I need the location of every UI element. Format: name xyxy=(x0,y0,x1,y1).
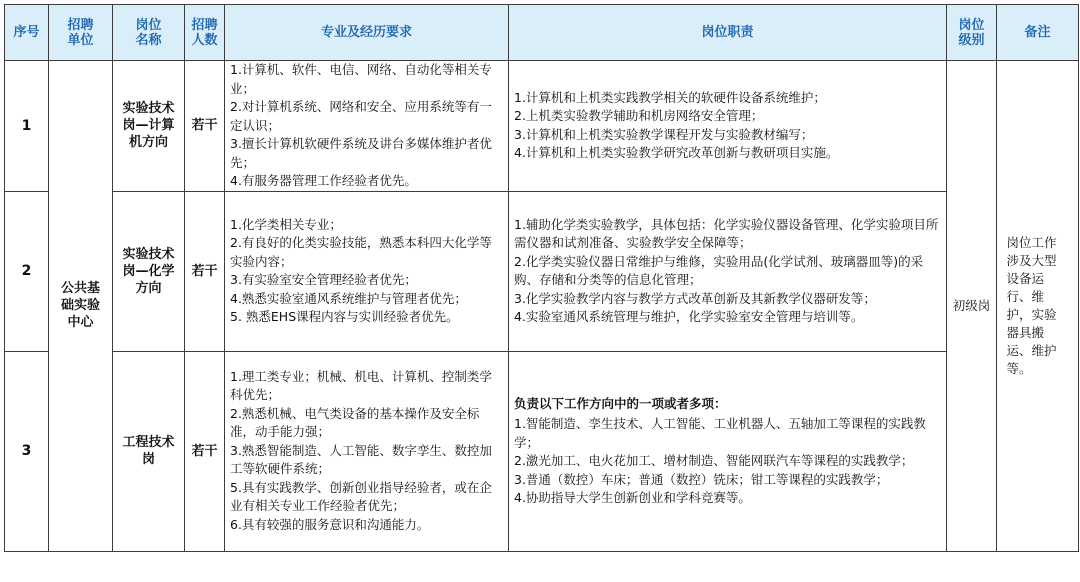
header-remark: 备注 xyxy=(997,5,1079,61)
requirement-item: 3.擅长计算机软硬件系统及讲台多媒体维护者优先； xyxy=(230,136,492,170)
headcount: 若干 xyxy=(185,191,225,351)
header-count-line-1: 招聘 xyxy=(191,17,218,33)
table-row xyxy=(5,61,1079,192)
table-row xyxy=(5,351,1079,551)
remark: 岗位工作涉及大型设备运行、维护，实验器具搬运、维护等。 xyxy=(1006,234,1057,376)
post-name: 工程技术岗 xyxy=(122,435,175,467)
header-level-line-2: 级别 xyxy=(958,32,985,48)
duty-item: 2.激光加工、电火花加工、增材制造、智能网联汽车等课程的实践教学； xyxy=(514,453,914,468)
duty-item: 2.上机类实验教学辅助和机房网络安全管理； xyxy=(514,108,764,124)
requirement-item: 5.具有实践教学、创新创业指导经验者，或在企业有相关专业工作经验者优先； xyxy=(230,479,492,514)
duties-cell xyxy=(509,191,947,351)
header-unit-line-1: 招聘 xyxy=(67,17,94,33)
duties-heading: 负责以下工作方向中的一项或者多项： xyxy=(514,395,727,411)
duty-item: 1.辅助化学类实验教学，具体包括：化学实验仪器设备管理、化学实验项目所需仪器和试剂准备、实验教学安全保障等； xyxy=(514,216,939,250)
recruiting-unit: 公共基础实验中心 xyxy=(60,281,100,331)
header-post-line-1: 岗位 xyxy=(135,17,162,33)
requirements-cell xyxy=(225,351,509,551)
header-seq: 序号 xyxy=(5,5,49,61)
requirement-item: 1.理工类专业；机械、机电、计算机、控制类学科优先； xyxy=(230,368,492,403)
table-row xyxy=(5,191,1079,351)
post-name: 实验技术岗—化学方向 xyxy=(122,246,175,296)
post-name: 实验技术岗—计算机方向 xyxy=(122,101,175,151)
headcount: 若干 xyxy=(185,61,225,192)
header-requirements: 专业及经历要求 xyxy=(225,5,509,61)
requirements-cell xyxy=(225,191,509,351)
post-name-cell xyxy=(113,61,185,192)
duty-item: 1.计算机和上机类实践教学相关的软硬件设备系统维护； xyxy=(514,89,826,105)
post-name-cell xyxy=(113,351,185,551)
headcount: 若干 xyxy=(185,351,225,551)
duty-item: 3.化学实验教学内容与教学方式改革创新及其新教学仪器研发等； xyxy=(514,290,876,306)
header-post-line-2: 名称 xyxy=(135,32,162,48)
requirement-item: 3.熟悉智能制造、人工智能、数字孪生、数控加工等软硬件系统； xyxy=(230,442,492,477)
post-name-cell xyxy=(113,191,185,351)
requirement-item: 1.计算机、软件、电信、网络、自动化等相关专业； xyxy=(230,62,492,96)
header-unit xyxy=(49,5,113,61)
duty-item: 4.协助指导大学生创新创业和学科竞赛等。 xyxy=(514,490,751,505)
duty-item: 1.智能制造、孪生技术、人工智能、工业机器人、五轴加工等课程的实践教学； xyxy=(514,416,926,450)
requirement-item: 1.化学类相关专业； xyxy=(230,216,342,232)
row-seq: 1 xyxy=(5,61,49,192)
header-count-line-2: 人数 xyxy=(191,32,218,48)
row-seq: 2 xyxy=(5,191,49,351)
post-level-cell xyxy=(947,61,997,552)
header-duties: 岗位职责 xyxy=(509,5,947,61)
post-level: 初级岗 xyxy=(952,297,991,313)
duty-item: 3.计算机和上机类实验教学课程开发与实验教材编写； xyxy=(514,126,814,142)
recruitment-table xyxy=(4,4,1079,552)
header-level xyxy=(947,5,997,61)
requirements-cell xyxy=(225,61,509,192)
requirement-item: 4.熟悉实验室通风系统维护与管理者优先； xyxy=(230,290,467,306)
recruiting-unit-cell xyxy=(49,61,113,552)
duty-item: 2.化学类实验仪器日常维护与维修，实验用品(化学试剂、玻璃器皿等)的采购、存储和分类等的信息化管理； xyxy=(514,253,924,287)
header-unit-line-2: 单位 xyxy=(67,32,94,48)
duties-cell xyxy=(509,351,947,551)
duty-item: 4.实验室通风系统管理与维护，化学实验室安全管理与培训等。 xyxy=(514,309,864,324)
duty-item: 4.计算机和上机类实验教学研究改革创新与教研项目实施。 xyxy=(514,145,839,161)
duties-cell xyxy=(509,61,947,192)
requirement-item: 6.具有较强的服务意识和沟通能力。 xyxy=(230,516,430,532)
header-row xyxy=(5,5,1079,61)
requirement-item: 5. 熟悉EHS课程内容与实训经验者优先。 xyxy=(230,309,459,324)
requirement-item: 3.有实验室安全管理经验者优先； xyxy=(230,272,417,287)
requirement-item: 2.熟悉机械、电气类设备的基本操作及安全标准，动手能力强； xyxy=(230,405,480,440)
header-level-line-1: 岗位 xyxy=(958,17,985,33)
header-post xyxy=(113,5,185,61)
remark-cell xyxy=(997,61,1079,552)
row-seq: 3 xyxy=(5,351,49,551)
duty-item: 3.普通（数控）车床；普通（数控）铣床；钳工等课程的实践教学； xyxy=(514,471,889,487)
requirement-item: 4.有服务器管理工作经验者优先。 xyxy=(230,173,417,188)
requirement-item: 2.对计算机系统、网络和安全、应用系统等有一定认识； xyxy=(230,99,492,133)
requirement-item: 2.有良好的化类实验技能，熟悉本科四大化学等实验内容； xyxy=(230,235,492,269)
header-count xyxy=(185,5,225,61)
